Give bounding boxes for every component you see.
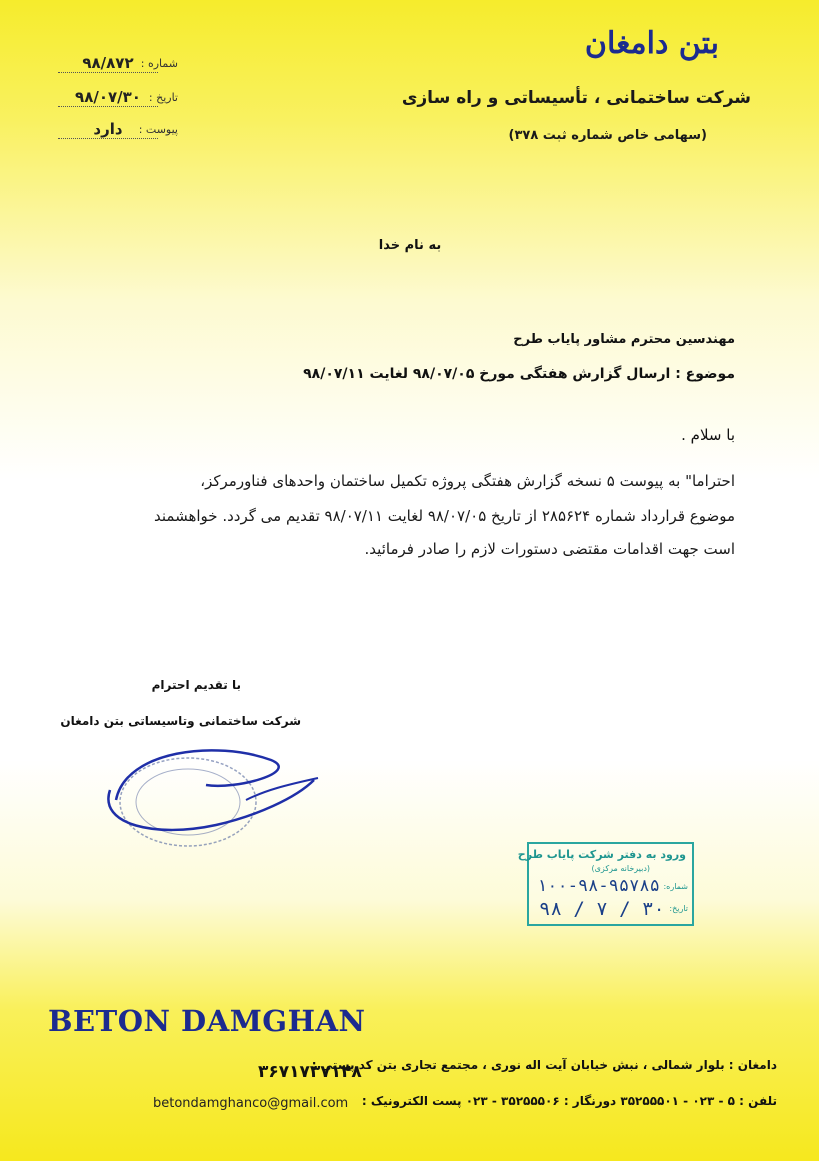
basmala-heading: به نام خدا bbox=[378, 238, 442, 253]
letter-number-row bbox=[38, 54, 178, 76]
footer-postal-code: ۳۶۷۱۷۳۷۱۴۸ bbox=[258, 1062, 362, 1082]
letter-date-label: تاریخ : bbox=[148, 91, 178, 104]
letter-attachment-row bbox=[38, 120, 178, 142]
received-stamp-title: ورود به دفتر شرکت پایاب طرح bbox=[517, 848, 686, 861]
body-line-1: احتراما" به پیوست ۵ نسخه گزارش هفتگی پروژه تکمیل ساختمان واحدهای فناورمرکز، bbox=[200, 472, 735, 490]
footer-address: دامغان : بلوار شمالی ، نبش خیابان آیت اله نوری ، مجتمع تجاری بتن کد پستی : bbox=[311, 1058, 777, 1072]
body-line-2: موضوع قرارداد شماره ۲۸۵۶۲۴ از تاریخ ۹۸/۰۷/۰۵ لغایت ۹۸/۰۷/۱۱ تقدیم می گردد. خواهشمند bbox=[154, 507, 735, 525]
letter-date-value: ۹۸/۰۷/۳۰ bbox=[58, 88, 158, 107]
received-stamp-number-label: شماره: bbox=[663, 882, 688, 891]
company-name: بتن دامغان bbox=[584, 26, 719, 61]
received-stamp-subtitle: (دبیرخانه مرکزی) bbox=[591, 864, 650, 873]
letter-date-row bbox=[38, 88, 178, 110]
body-line-3: است جهت اقدامات مقتضی دستورات لازم را صادر فرمائید. bbox=[364, 540, 735, 558]
letter-number-label: شماره : bbox=[140, 57, 178, 70]
received-stamp-date-label: تاریخ: bbox=[669, 904, 688, 913]
letter-number-value: ۹۸/۸۷۲ bbox=[58, 54, 158, 73]
footer-email: betondamghanco@gmail.com bbox=[153, 1096, 349, 1111]
brand-name-english: BETON DAMGHAN bbox=[48, 1004, 366, 1038]
recipient: مهندسین محترم مشاور پایاب طرح bbox=[513, 332, 735, 347]
footer-phone-line: تلفن : ۵ - ۰۲۳ - ۳۵۲۵۵۵۰۱ دورنگار : ۳۵۲۵۵۵۰۶ - ۰۲۳ پست الکترونیک : bbox=[361, 1094, 777, 1108]
signature-seal-graphic bbox=[96, 730, 326, 850]
subject-line: موضوع : ارسال گزارش هفتگی مورخ ۹۸/۰۷/۰۵ لغایت ۹۸/۰۷/۱۱ bbox=[303, 366, 735, 382]
closing: با تقدیم احترام bbox=[151, 678, 241, 692]
signatory-company: شرکت ساختمانی وتاسیساتی بتن دامغان bbox=[60, 714, 301, 728]
company-registration: (سهامی خاص شماره ثبت ۳۷۸) bbox=[508, 128, 707, 143]
letter-attachment-value: دارد bbox=[58, 120, 158, 139]
received-stamp bbox=[517, 842, 694, 926]
greeting: با سلام . bbox=[681, 426, 735, 444]
company-subtitle: شرکت ساختمانی ، تأسیساتی و راه سازی bbox=[401, 88, 751, 108]
letter-attachment-label: پیوست : bbox=[138, 123, 178, 136]
received-stamp-date: ۹۸ / ۷ / ۳۰ bbox=[539, 898, 665, 920]
received-stamp-number: ۱۰۰-۹۸-۹۵۷۸۵ bbox=[537, 876, 660, 896]
